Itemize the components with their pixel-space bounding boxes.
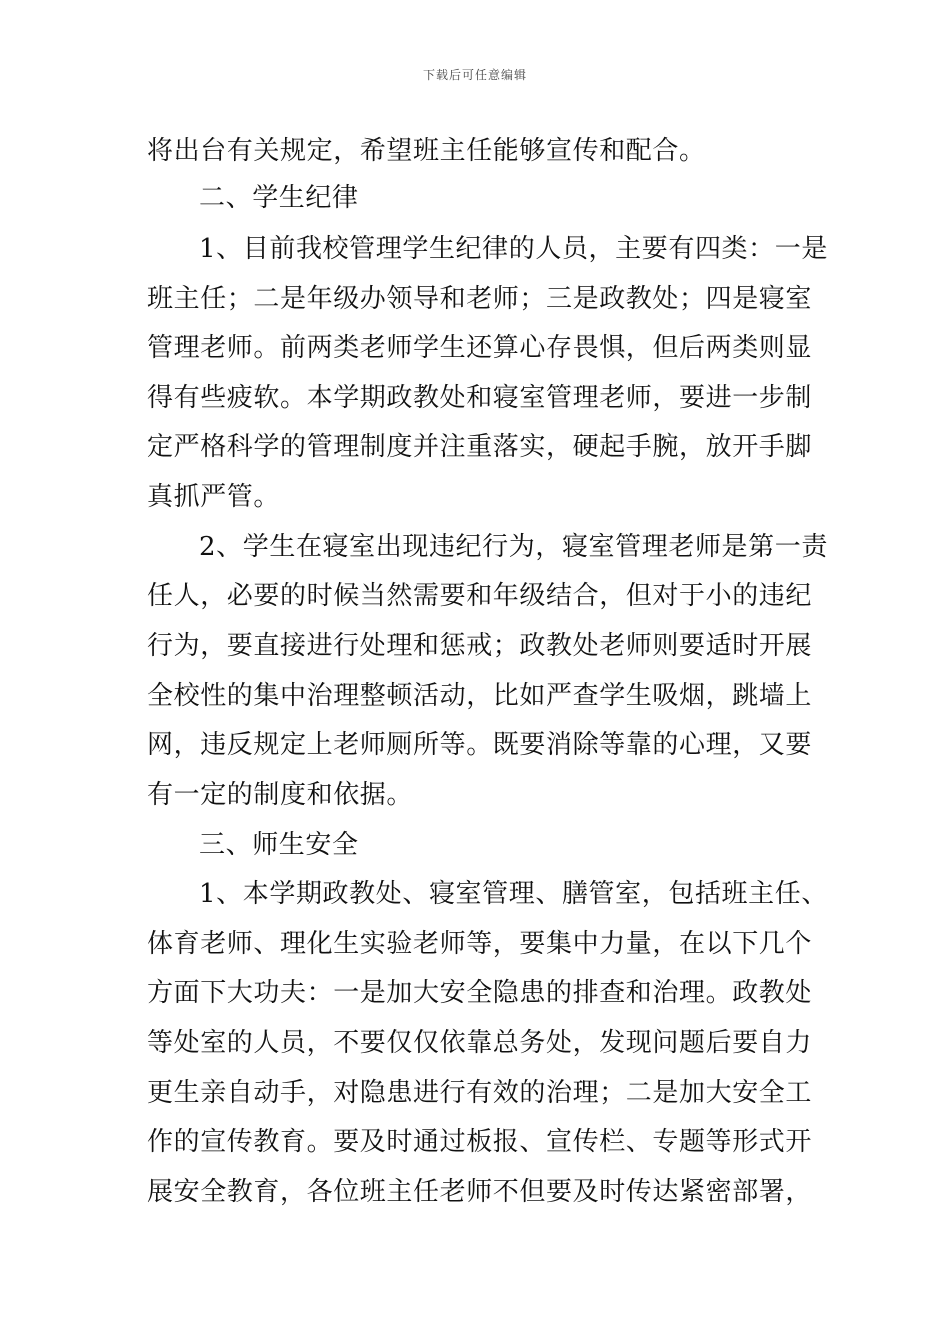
text-line: 作的宣传教育。要及时通过板报、宣传栏、专题等形式开 <box>147 1127 813 1157</box>
text-line: 更生亲自动手，对隐患进行有效的治理；二是加大安全工 <box>147 1078 813 1108</box>
text-line: 全校性的集中治理整顿活动，比如严查学生吸烟，跳墙上 <box>147 681 813 711</box>
text-line: 真抓严管。 <box>147 482 281 512</box>
text-line: 2、学生在寝室出现违纪行为，寝室管理老师是第一责 <box>199 532 828 562</box>
text-line: 管理老师。前两类老师学生还算心存畏惧，但后两类则显 <box>147 333 813 363</box>
text-line: 定严格科学的管理制度并注重落实，硬起手腕，放开手脚 <box>147 432 813 462</box>
text-line: 有一定的制度和依据。 <box>147 780 414 810</box>
text-line: 1、目前我校管理学生纪律的人员，主要有四类：一是 <box>199 234 828 264</box>
text-line: 行为，要直接进行处理和惩戒；政教处老师则要适时开展 <box>147 631 813 661</box>
text-line: 等处室的人员，不要仅仅依靠总务处，发现问题后要自力 <box>147 1028 813 1058</box>
text-line: 得有些疲软。本学期政教处和寝室管理老师，要进一步制 <box>147 383 813 413</box>
text-line: 展安全教育，各位班主任老师不但要及时传达紧密部署， <box>147 1177 813 1207</box>
text-line: 方面下大功夫：一是加大安全隐患的排查和治理。政教处 <box>147 978 813 1008</box>
section-heading: 二、学生纪律 <box>199 183 359 213</box>
text-line: 网，违反规定上老师厕所等。既要消除等靠的心理，又要 <box>147 730 813 760</box>
section-heading: 三、师生安全 <box>199 830 359 860</box>
text-line: 体育老师、理化生实验老师等，要集中力量，在以下几个 <box>147 929 813 959</box>
text-line: 将出台有关规定，希望班主任能够宣传和配合。 <box>147 136 706 166</box>
text-line: 班主任；二是年级办领导和老师；三是政教处；四是寝室 <box>147 284 813 314</box>
text-line: 1、本学期政教处、寝室管理、膳管室，包括班主任、 <box>199 879 828 909</box>
text-line: 任人，必要的时候当然需要和年级结合，但对于小的违纪 <box>147 581 813 611</box>
page-header-note: 下载后可任意编辑 <box>422 68 527 82</box>
